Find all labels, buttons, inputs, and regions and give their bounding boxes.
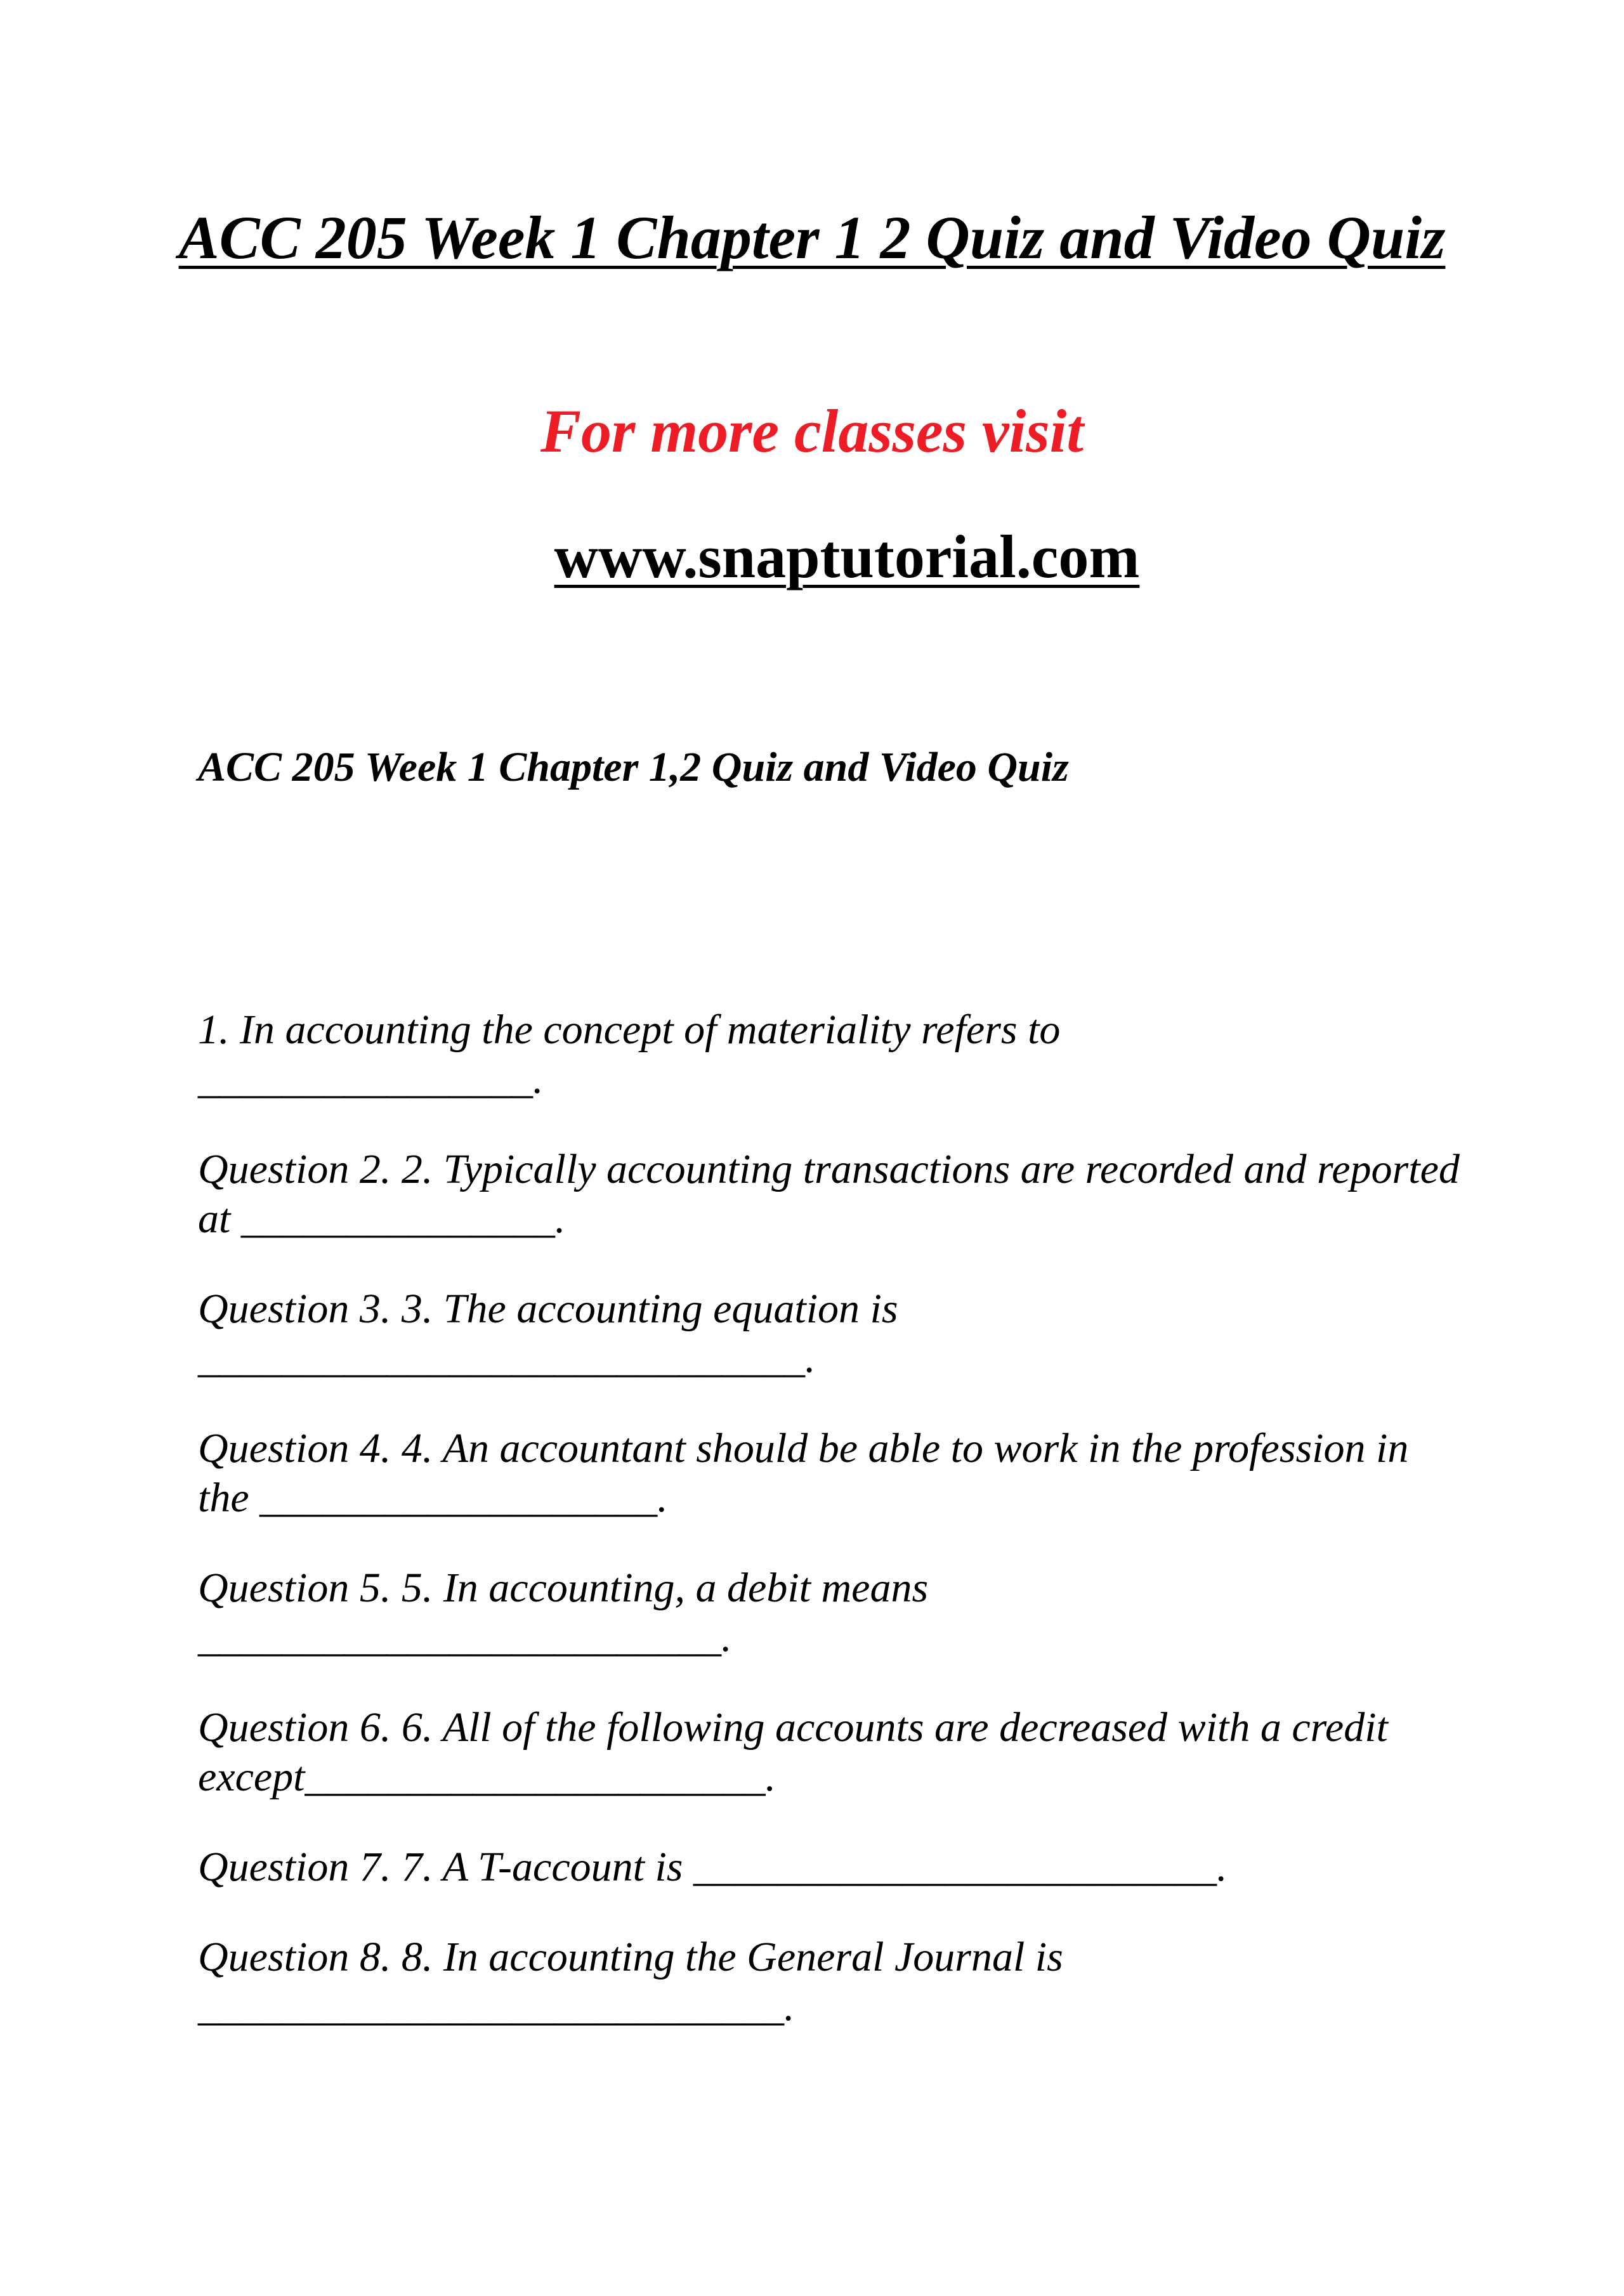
document-subtitle: ACC 205 Week 1 Chapter 1,2 Quiz and Video Quiz — [198, 744, 1069, 790]
question-6: Question 6. 6. All of the following accounts are decreased with a credit except______________________. — [198, 1704, 1399, 1800]
website-link[interactable]: www.snaptutorial.com — [554, 523, 1140, 590]
question-3: Question 3. 3. The accounting equation is _____________________________. — [198, 1286, 898, 1381]
page-title: ACC 205 Week 1 Chapter 1 2 Quiz and Video Quiz — [178, 204, 1446, 271]
question-5: Question 5. 5. In accounting, a debit means _________________________. — [198, 1565, 929, 1660]
question-4: Question 4. 4. An accountant should be able to work in the profession in the ___________________. — [198, 1425, 1419, 1521]
question-1: 1. In accounting the concept of materiality refers to ________________. — [198, 1007, 1061, 1102]
question-list — [198, 1005, 1470, 2072]
question-8: Question 8. 8. In accounting the General Journal is ____________________________. — [198, 1934, 1063, 2030]
question-2: Question 2. 2. Typically accounting transactions are recorded and reported at _______________. — [198, 1146, 1470, 1242]
question-7: Question 7. 7. A T-account is _________________________. — [198, 1844, 1228, 1890]
promo-text: For more classes visit — [540, 397, 1084, 465]
